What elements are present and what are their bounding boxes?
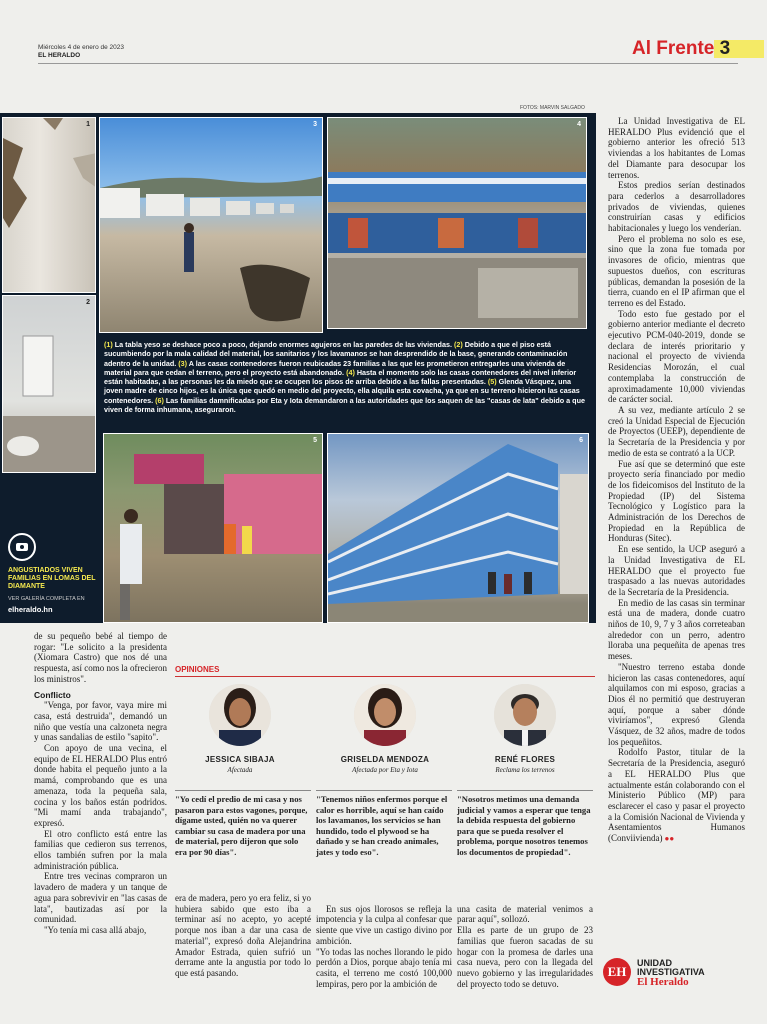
broken-sink-illustration: [3, 296, 96, 473]
paragraph: La Unidad Investigativa de EL HERALDO Plus evidenció que el gobierno anterior les ofreció 513 viviendas a los habitantes de Lomas del Diamante para desocupar los terrenos.: [608, 116, 745, 180]
end-mark-icon: ●●: [662, 834, 675, 844]
left-column: [34, 631, 167, 936]
person-name: JESSICA SIBAJA: [205, 755, 275, 764]
bottom-column: [175, 893, 311, 979]
caption-text: La tabla yeso se deshace poco a poco, dejando enormes agujeros en las paredes de las viviendas.: [112, 340, 454, 349]
person-role: Afectada por Eta y Iota: [352, 766, 418, 774]
section-title: [632, 38, 730, 60]
quote-divider: [316, 790, 452, 791]
portrait-icon: [209, 684, 271, 746]
paragraph: "Venga, por favor, vaya mire mi casa, está destruida", demandó un niño que vestía una calzoneta negra y unas sandalias de estilo "sapito".: [34, 700, 167, 743]
section-name: Al Frente: [632, 38, 715, 59]
photo-5: [103, 433, 323, 623]
avatar: [494, 684, 556, 746]
photo-number: 1: [86, 121, 90, 128]
gallery-title: ANGUSTIADOS VIVEN FAMILIAS EN LOMAS DEL DIAMANTE: [8, 567, 96, 590]
caption-text: A las casas contenedores fueron reubicadas 23 familias a las que les prometieron entregarles una vivienda de material para que cedan el terreno, pero el proyecto está abandonado.: [104, 358, 566, 377]
paragraph: Entre tres vecinas compraron un lavadero de madera y un tanque de agua para sobrevivir en "las casas de lata", bautizadas así por la comunidad.: [34, 871, 167, 925]
caption-number: (2): [453, 340, 463, 349]
opinion-card: [170, 684, 310, 774]
caption-number: (6): [155, 395, 164, 405]
quote-text: "Tenemos niños enfermos porque el calor es horrible, aquí se han caído los lavamanos, los servicios se han hundido, todo el plywood se ha dañado y se han creado animales, jates y todo eso".: [316, 794, 448, 857]
quote-text: "Yo cedí el predio de mi casa y nos pasaron para estos vagones, porque, dígame usted, quién no va querer cambiar su casa de madera por una de material, pero dijeron que solo era por 90 días".: [175, 794, 308, 857]
person-name: GRISELDA MENDOZA: [340, 755, 430, 764]
photo-6: [327, 433, 589, 623]
opinions-label: OPINIONES: [175, 665, 220, 674]
paragraph: "Nuestro terreno estaba donde hicieron las casas contenedores, aquí alquilamos con mi esposo, gracias a Dios él no permitió que destruyeran aquí, porque a saber dónde viviríamos", expresó Glenda Vásquez, de 32 años, madre de todos los pequeñitos.: [608, 661, 745, 747]
camera-icon: [8, 533, 36, 561]
caption-number: (3): [178, 358, 188, 368]
damaged-wall-illustration: [3, 118, 96, 293]
paragraph: una casita de material venimos a parar aquí", sollozó. Ella es parte de un grupo de 23 familias que fueron sacadas de su hogar con la promesa de darles una casa nueva, pero con la llegada del nuevo gobierno y las irregularidades del proyecto todo se detuvo.: [457, 903, 593, 989]
logo-line: El Heraldo: [637, 976, 689, 988]
shack-illustration: [104, 434, 323, 623]
paragraph: era de madera, pero yo era feliz, si yo hubiera sabido que esto iba a terminar así no acepto, yo acepté porque nos iban a dar una casa de material", expresó doña Alejandrina Amador Estrada, quien sufrió un derrame ante la angustia por todo lo que está pasando.: [175, 893, 311, 978]
paragraph: En sus ojos llorosos se refleja la impotencia y la culpa al confesar que siente que vive un castigo divino por ambición. "Yo todas las noches llorando le pido perdón a Dios, porque abajo tenía mi casita, el terreno me costó 100,000 lempiras, pero por la ambición de: [316, 903, 452, 989]
logo-mark: EH: [603, 958, 631, 986]
photo-4: [327, 117, 587, 329]
photo-2: [2, 295, 96, 473]
paragraph: A su vez, mediante artículo 2 se creó la Unidad Especial de Ejecución de Proyectos (UEEP), dependiente de la Secretaría de la Presidencia y por medio de esta se contrató a la UCP.: [608, 404, 745, 458]
container-blocks-illustration: [328, 118, 587, 329]
photo-number: 5: [313, 437, 317, 444]
paragraph: "Yo tenía mi casa allá abajo,: [44, 924, 147, 935]
paragraph-text: Rodolfo Pastor, titular de la Secretaría de la Presidencia, aseguró a EL HERALDO Plus que actualmente están colaborando con el Ministerio Público (MP) para esclarecer el caso y pasar el proyecto a la Comisión Nacional de Vivienda y Asentamientos Humanos (Conviivienda): [608, 747, 745, 844]
gallery-subtitle: VER GALERÍA COMPLETA EN: [8, 596, 85, 602]
avatar: [209, 684, 271, 746]
logo-line: UNIDAD: [637, 958, 672, 968]
quote-divider: [175, 790, 311, 791]
header-divider: [38, 63, 738, 64]
quote-divider: [457, 790, 593, 791]
paragraph: Pero el problema no solo es ese, sino que la zona fue tomada por invasores de oficio, mientras que supuestos dueños, con escrituras públicas, demandan la posesión de la tierra, cuando en el IP afirman que el terreno es del Estado.: [608, 233, 745, 308]
photo-credit: FOTOS: MARVIN SALGADO: [520, 105, 585, 111]
caption-text: Glenda Vásquez, una joven madre de cinco hijos, es la única que quedó en medio del proyecto, ella alquila esta covacha, ya que en su terreno hicieron las casas contenedores.: [104, 377, 580, 405]
blue-building-illustration: [328, 434, 589, 623]
person-name: RENÉ FLORES: [494, 755, 556, 764]
paragraph: de su pequeño bebé al tiempo de rogar: "Le solicito a la presidenta (Xiomara Castro) que nos dé una respuesta, así como nos la ofrecieron los ministros".: [34, 631, 167, 684]
person-role: Afectada: [227, 766, 253, 774]
paragraph: Con apoyo de una vecina, el equipo de EL HERALDO Plus entró donde habita el pequeño junto a la mamá, comprobando que es una amenaza, toda la pequeña sala, cocina y los baños están podridos. "Mi mamí anda trabajando", expresó.: [34, 743, 167, 828]
opinion-card: [455, 684, 595, 774]
photo-number: 2: [86, 299, 90, 306]
quote-text: "Nosotros metimos una demanda judicial y vamos a esperar que tenga la debida respuesta del gobierno para que se pueda resolver el problema, porque nosotros tenemos los documentos de propiedad".: [457, 794, 591, 857]
photo-caption: [104, 340, 586, 414]
paragraph: El otro conflicto está entre las familias que cedieron sus terrenos, ellos también sufren por la mala administración pública.: [34, 828, 167, 871]
paragraph: Fue así que se determinó que este proyecto sería financiado por medio de los fideicomisos del Instituto de la Propiedad (IP) del Sistema Tecnológico y Logístico para la Administración de los Derechos de Propiedad en la República de Honduras (Sitec).: [608, 458, 745, 544]
photo-collage: [0, 113, 596, 623]
portrait-icon: [354, 684, 416, 746]
paragraph: En ese sentido, la UCP aseguró a la Unidad Investigativa de EL HERALDO que el proyecto fue traspasado a las nuevas autoridades de la Secretaría de la Presidencia.: [608, 544, 745, 597]
investigative-unit-logo: [603, 956, 753, 992]
caption-text: Las familias damnificadas por Eta y Iota demandaron a las autoridades que los saquen de las "casas de lata" debido a que viven de forma inhumana, aseguraron.: [104, 395, 585, 415]
header-date: Miércoles 4 de enero de 2023: [38, 44, 125, 51]
subheading: Conflicto: [34, 689, 71, 700]
photo-number: 4: [577, 121, 581, 128]
paragraph: [608, 747, 745, 844]
photo-number: 3: [313, 121, 317, 128]
right-column: [608, 116, 745, 845]
photo-3: [99, 117, 323, 333]
page-number: 3: [719, 38, 731, 59]
logo-line: INVESTIGATIVA: [637, 967, 705, 977]
caption-number: (5): [487, 377, 497, 387]
caption-number: (1): [104, 340, 113, 349]
header-paper-name: EL HERALDO: [38, 52, 81, 59]
person-role: Reclama los terrenos: [495, 766, 555, 774]
paragraph: En medio de las casas sin terminar está una de madera, donde cuatro niños de 10, 9, 7 y 3 años correteaban alrededor con un perro, adentro lloraba una pequeñita de apenas tres meses.: [608, 597, 745, 662]
container-houses-illustration: [100, 118, 323, 333]
caption-number: (4): [346, 367, 355, 377]
caption-text: Hasta el momento solo las casas contenedores del nivel inferior están habitadas, a las personas les da miedo que se ocupen los pisos de arriba debido a las fallas presentadas.: [104, 367, 577, 387]
opinions-divider: [175, 676, 595, 677]
gallery-url[interactable]: elheraldo.hn: [8, 604, 53, 614]
opinion-card: [315, 684, 455, 774]
caption-text: Debido a que el piso está sucumbiendo por la mala calidad del material, los sanitarios y los lavamanos se han desprendido de la base, generando contaminación adentro de la unidad.: [104, 340, 568, 368]
portrait-icon: [494, 684, 556, 746]
paragraph: Todo esto fue gestado por el gobierno anterior mediante el decreto ejecutivo PCM-040-2019, donde se declara de interés prioritario y nacional el proyecto de vivienda Residencias Morozán, el cual contemplaba la construcción de aproximadamente 10,000 viviendas de carácter social.: [608, 308, 745, 405]
bottom-column: [457, 893, 593, 1000]
gallery-promo[interactable]: [8, 533, 98, 614]
bottom-column: [316, 893, 452, 1000]
photo-1: [2, 117, 96, 293]
paragraph: Estos predios serían destinados para cederlos a desarrolladores privados de viviendas, quienes construirían casas y edificios habitacionales y luego los venderían.: [608, 180, 745, 234]
photo-number: 6: [579, 437, 583, 444]
avatar: [354, 684, 416, 746]
